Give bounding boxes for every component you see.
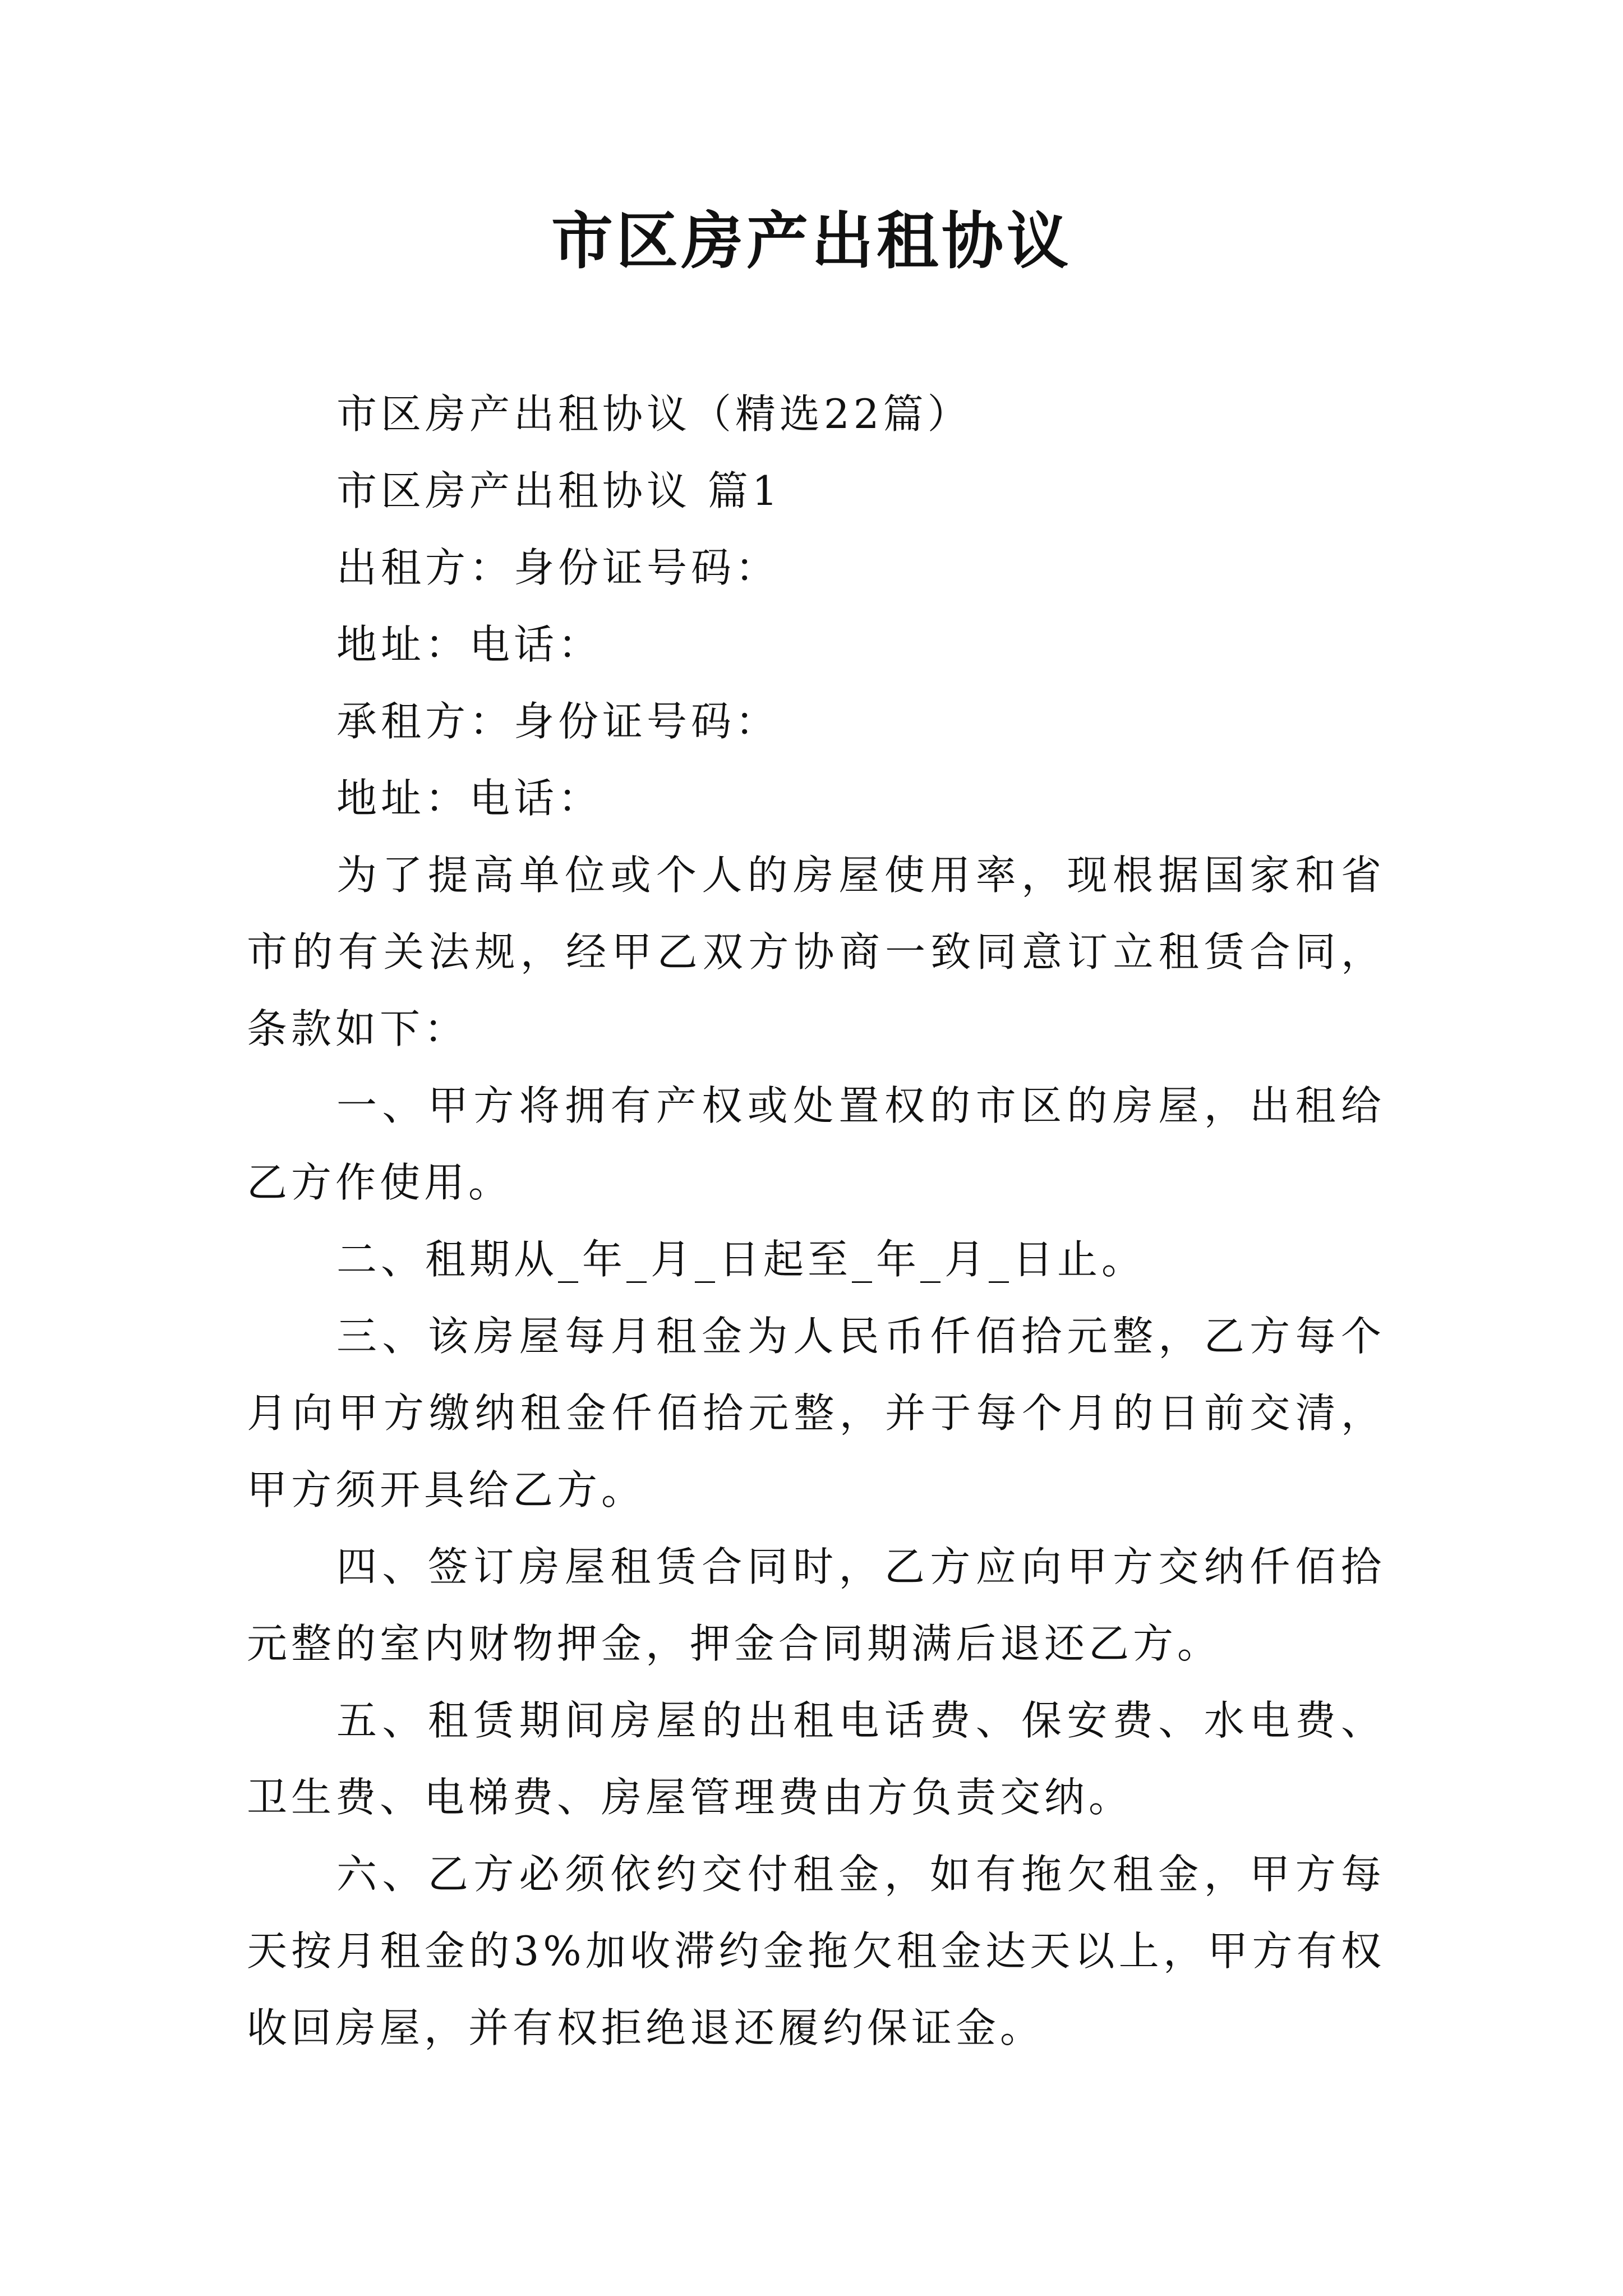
clause-3-paragraph: 三、该房屋每月租金为人民币仟佰拾元整，乙方每个月向甲方缴纳租金仟佰拾元整，并于每个月的日前交清，甲方须开具给乙方。 — [247, 1313, 1385, 1513]
clause-6-paragraph: 六、乙方必须依约交付租金，如有拖欠租金，甲方每天按月租金的3%加收滞约金拖欠租金达天以上，甲方有权收回房屋，并有权拒绝退还履约保证金。 — [247, 1851, 1385, 2051]
clause-5-paragraph: 五、租赁期间房屋的出租电话费、保安费、水电费、卫生费、电梯费、房屋管理费由方负责交纳。 — [247, 1697, 1385, 1821]
lessee-line: 承租方：身份证号码： — [336, 698, 780, 745]
clause-1-paragraph: 一、甲方将拥有产权或处置权的市区的房屋，出租给乙方作使用。 — [247, 1082, 1385, 1206]
document-subtitle: 市区房产出租协议（精选22篇） — [336, 390, 972, 438]
lessee-contact-line: 地址：电话： — [336, 775, 603, 822]
document-title: 市区房产出租协议 — [551, 205, 1072, 277]
section-heading: 市区房产出租协议 篇1 — [336, 467, 782, 514]
lessor-contact-line: 地址：电话： — [336, 621, 603, 668]
clause-2-paragraph: 二、租期从_年_月_日起至_年_月_日止。 — [336, 1236, 1146, 1283]
clause-4-paragraph: 四、签订房屋租赁合同时，乙方应向甲方交纳仟佰拾元整的室内财物押金，押金合同期满后退还乙方。 — [247, 1543, 1385, 1667]
intro-paragraph: 为了提高单位或个人的房屋使用率，现根据国家和省市的有关法规，经甲乙双方协商一致同意订立租赁合同，条款如下： — [247, 852, 1385, 1052]
document-body — [247, 376, 1385, 2067]
lessor-line: 出租方：身份证号码： — [336, 544, 780, 591]
